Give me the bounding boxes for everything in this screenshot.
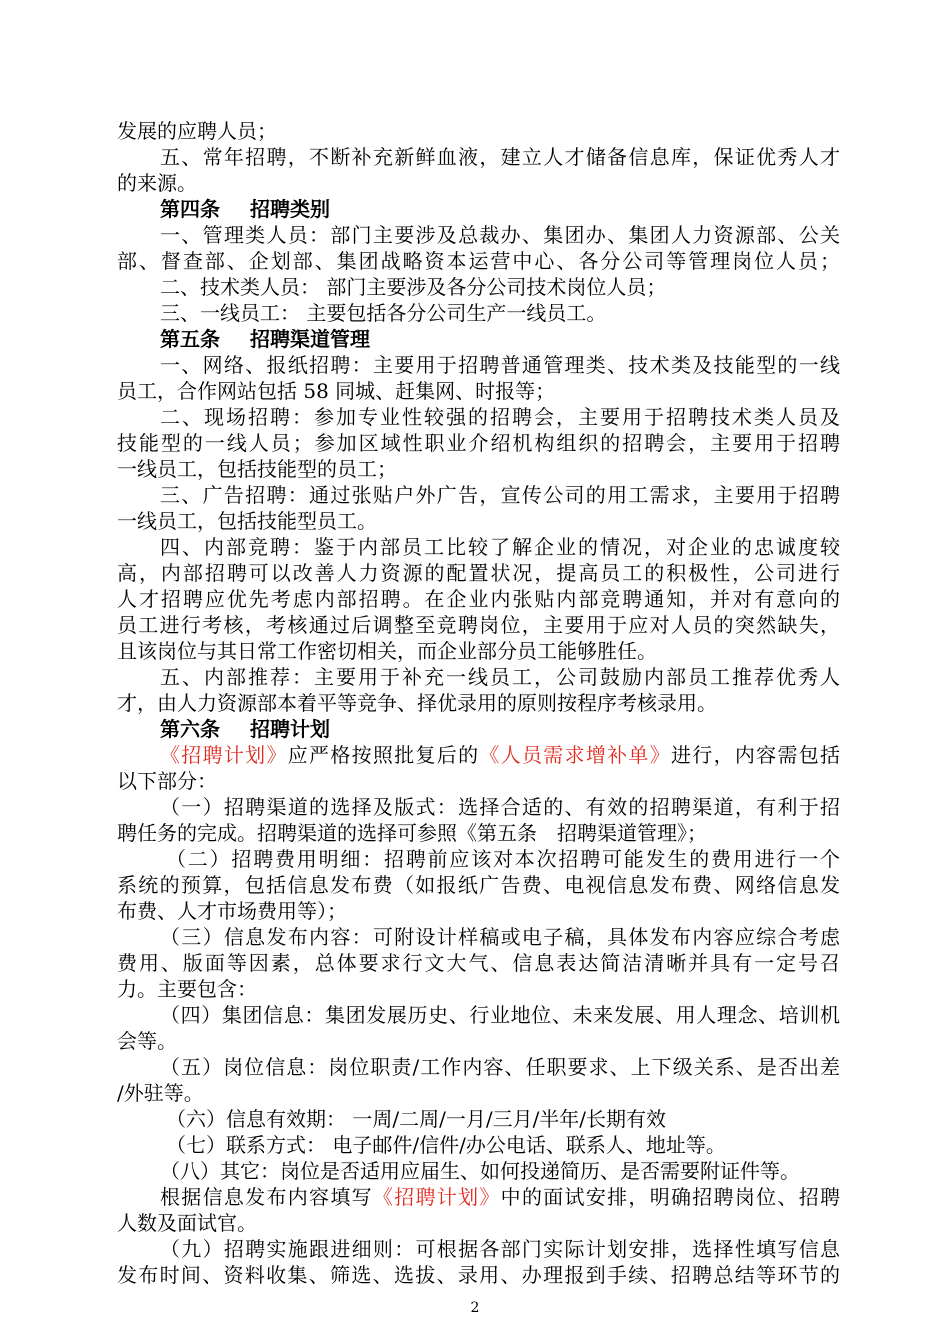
body-line: 发展的应聘人员；	[117, 119, 277, 143]
body-line: 三、广告招聘：通过张贴户外广告，宣传公司的用工需求，主要用于招聘	[160, 483, 840, 507]
body-line: 高，内部招聘可以改善人力资源的配置状况，提高员工的积极性，公司进行	[117, 561, 840, 585]
body-line: 聘任务的完成。招聘渠道的选择可参照《第五条 招聘渠道管理》；	[117, 821, 707, 845]
body-line: 技能型的一线人员；参加区域性职业介绍机构组织的招聘会，主要用于招聘	[117, 431, 840, 455]
body-line: 且该岗位与其日常工作密切相关，而企业部分员工能够胜任。	[117, 639, 657, 663]
body-line: 才，由人力资源部本着平等竞争、择优录用的原则按程序考核录用。	[117, 691, 717, 715]
body-line: 二、技术类人员： 部门主要涉及各分公司技术岗位人员；	[160, 275, 667, 299]
article-title: 招聘计划	[250, 717, 330, 741]
body-line: 的来源。	[117, 171, 197, 195]
body-line: 会等。	[117, 1029, 177, 1053]
article-4-heading	[160, 196, 840, 222]
body-line: （六）信息有效期： 一周/二周/一月/三月/半年/长期有效	[166, 1107, 667, 1131]
body-line: 人才招聘应优先考虑内部招聘。在企业内张贴内部竞聘通知，并对有意向的	[117, 587, 840, 611]
body-line: 员工进行考核，考核通过后调整至竞聘岗位，主要用于应对人员的突然缺失，	[117, 613, 840, 637]
text-span: 进行，内容需包括	[671, 743, 841, 767]
article-title: 招聘类别	[250, 197, 330, 221]
body-line: 一线员工，包括技能型员工。	[117, 509, 377, 533]
text-span: 应严格按照批复后的	[287, 743, 480, 767]
body-line: （三）信息发布内容：可附设计样稿或电子稿，具体发布内容应综合考虑	[160, 925, 840, 949]
text-span: 根据信息发布内容填写	[160, 1185, 373, 1209]
body-line: 一线员工，包括技能型的员工；	[117, 457, 397, 481]
body-line: （八）其它：岗位是否适用应届生、如何投递简历、是否需要附证件等。	[160, 1159, 800, 1183]
article-number: 第五条	[160, 327, 220, 351]
page-number: 2	[470, 1300, 480, 1316]
body-line: 布费、人才市场费用等）；	[117, 899, 347, 923]
body-line: 一、网络、报纸招聘：主要用于招聘普通管理类、技术类及技能型的一线	[160, 353, 840, 377]
red-term-recruitment-plan: 《招聘计划》	[372, 1185, 501, 1209]
article-6-heading	[160, 716, 840, 742]
body-line: （四）集团信息：集团发展历史、行业地位、未来发展、用人理念、培训机	[160, 1003, 840, 1027]
body-line: 五、内部推荐：主要用于补充一线员工，公司鼓励内部员工推荐优秀人	[160, 665, 840, 689]
article-number: 第六条	[160, 717, 220, 741]
red-term-recruitment-plan: 《招聘计划》	[160, 743, 288, 767]
body-line: （一）招聘渠道的选择及版式：选择合适的、有效的招聘渠道，有利于招	[160, 795, 840, 819]
body-line: 力。主要包含：	[117, 977, 257, 1001]
body-line: 三、一线员工： 主要包括各分公司生产一线员工。	[160, 301, 607, 325]
body-line: 系统的预算，包括信息发布费（如报纸广告费、电视信息发布费、网络信息发	[117, 873, 840, 897]
body-line: 员工，合作网站包括 58 同城、赶集网、时报等；	[117, 379, 556, 403]
body-line: （七）联系方式： 电子邮件/信件/办公电话、联系人、地址等。	[166, 1133, 726, 1157]
body-line: 四、内部竞聘：鉴于内部员工比较了解企业的情况，对企业的忠诚度较	[160, 535, 840, 559]
body-line: （二）招聘费用明细：招聘前应该对本次招聘可能发生的费用进行一个	[166, 847, 840, 871]
body-line-with-red-terms	[160, 1184, 840, 1210]
body-line: /外驻等。	[117, 1081, 204, 1105]
article-5-heading	[160, 326, 840, 352]
red-term-staffing-request: 《人员需求增补单》	[479, 743, 671, 767]
body-line: 部、督查部、企划部、集团战略资本运营中心、各分公司等管理岗位人员；	[117, 249, 840, 273]
body-line: 二、现场招聘：参加专业性较强的招聘会，主要用于招聘技术类人员及	[160, 405, 840, 429]
article-number: 第四条	[160, 197, 220, 221]
body-line-with-red-terms	[160, 742, 840, 768]
body-line: 人数及面试官。	[117, 1211, 257, 1235]
article-title: 招聘渠道管理	[250, 327, 370, 351]
body-line: 五、常年招聘，不断补充新鲜血液，建立人才储备信息库，保证优秀人才	[160, 145, 840, 169]
body-line: 一、管理类人员：部门主要涉及总裁办、集团办、集团人力资源部、公关	[160, 223, 840, 247]
body-line: 以下部分：	[117, 769, 217, 793]
text-span: 中的面试安排，明确招聘岗位、招聘	[500, 1185, 841, 1209]
body-line: （五）岗位信息：岗位职责/工作内容、任职要求、上下级关系、是否出差	[160, 1055, 840, 1079]
body-line: 发布时间、资料收集、筛选、选拔、录用、办理报到手续、招聘总结等环节的	[117, 1263, 840, 1287]
body-line: 费用、版面等因素，总体要求行文大气、信息表达简洁清晰并具有一定号召	[117, 951, 840, 975]
body-line: （九）招聘实施跟进细则：可根据各部门实际计划安排，选择性填写信息	[160, 1237, 840, 1261]
